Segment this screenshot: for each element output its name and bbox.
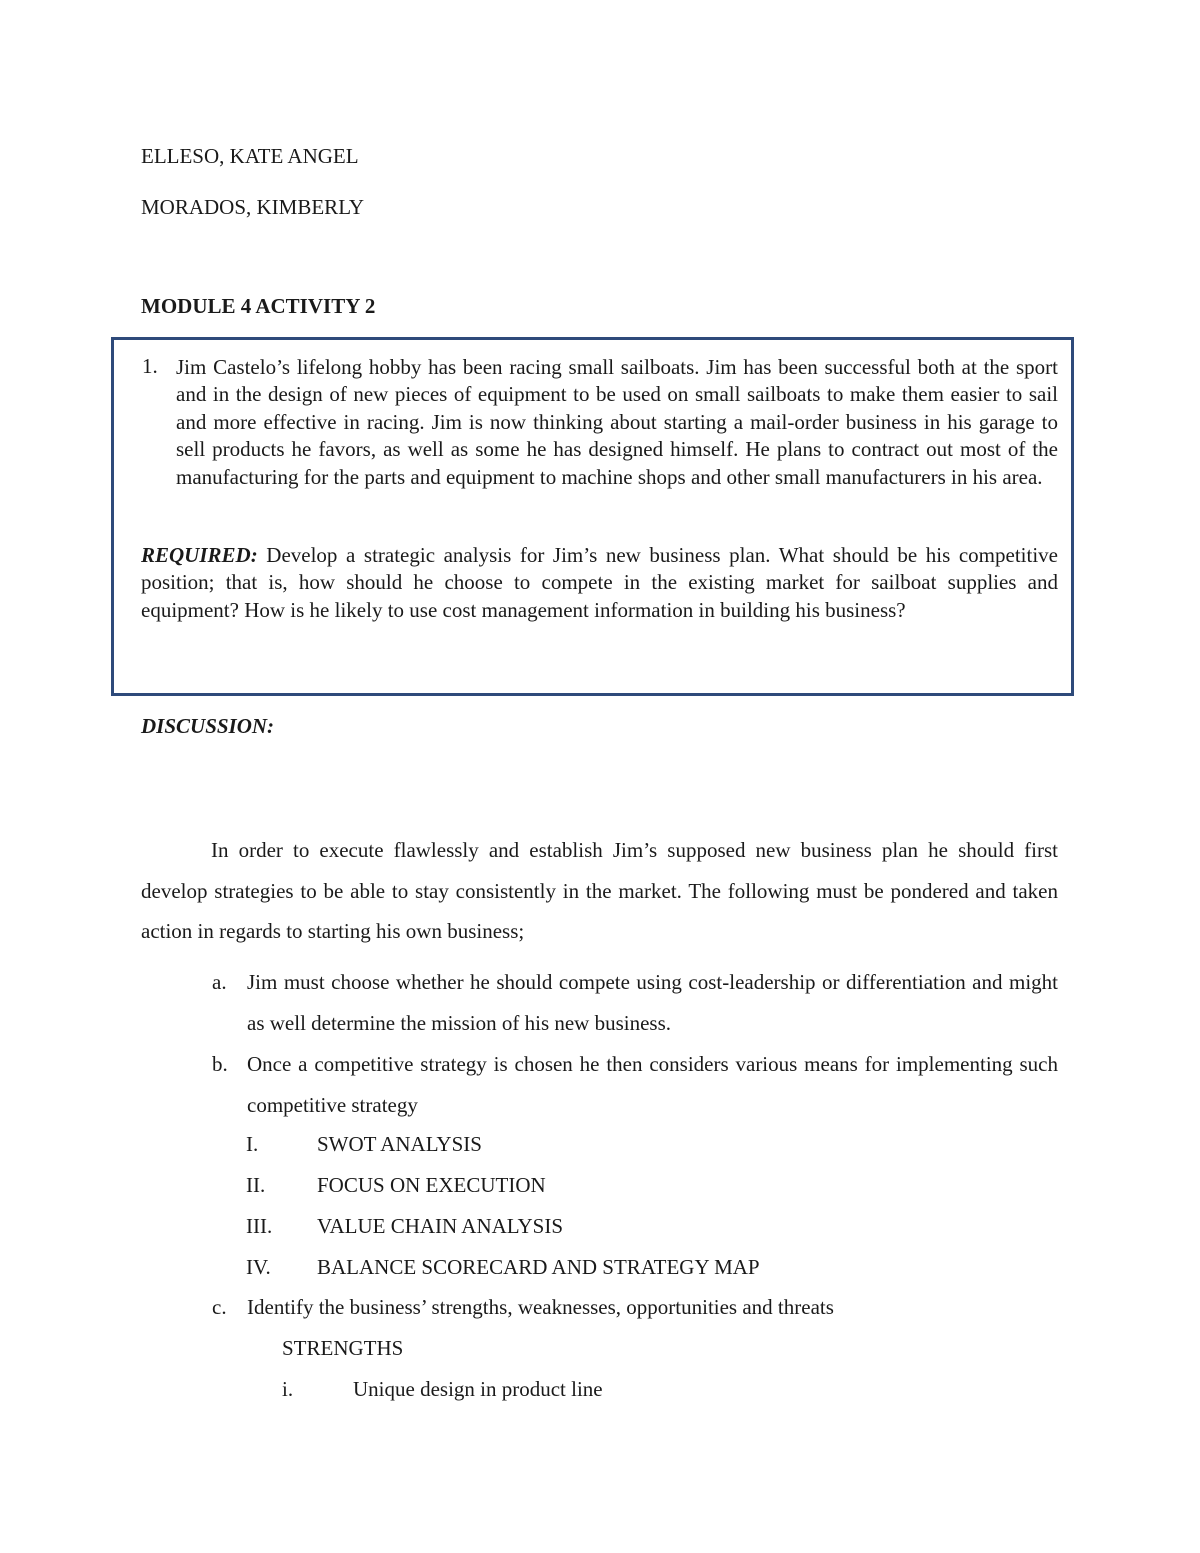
strength-number: i. xyxy=(282,1377,294,1401)
means-number: IV. xyxy=(246,1255,271,1279)
discussion-heading: DISCUSSION: xyxy=(141,714,275,738)
list-item-text: Once a competitive strategy is chosen he then considers various means for implementing such competitive strategy xyxy=(247,1052,1058,1117)
means-number: I. xyxy=(246,1132,259,1156)
means-number: II. xyxy=(246,1173,266,1197)
list-item-text: Identify the business’ strengths, weaknesses, opportunities and threats xyxy=(247,1295,834,1319)
means-text: BALANCE SCORECARD AND STRATEGY MAP xyxy=(317,1255,760,1279)
strength-text: Unique design in product line xyxy=(353,1377,603,1401)
means-text: SWOT ANALYSIS xyxy=(317,1132,482,1156)
list-item-text: Jim must choose whether he should compete using cost-leadership or differentiation and might as well determine the mission of his new business. xyxy=(247,970,1058,1035)
required-text: Develop a strategic analysis for Jim’s new business plan. What should be his competitive position; that is, how should he choose to compete in the existing market for sailboat supplies and equipment? How is he likely to use cost management information in building his business? xyxy=(141,543,1058,622)
list-item-letter: c. xyxy=(212,1295,227,1319)
means-number: III. xyxy=(246,1214,273,1238)
means-text: FOCUS ON EXECUTION xyxy=(317,1173,546,1197)
strengths-heading: STRENGTHS xyxy=(282,1336,404,1360)
list-item-letter: b. xyxy=(212,1052,228,1076)
question-number: 1. xyxy=(142,354,158,378)
question-text: Jim Castelo’s lifelong hobby has been racing small sailboats. Jim has been successful both at the sport and in the design of new pieces of equipment to be used on small sailboats to make them easier to sail and more effective in racing. Jim is now thinking about starting a mail-order business in his garage to sell products he favors, as well as some he has designed himself. He plans to contract out most of the manufacturing for the parts and equipment to machine shops and other small manufacturers in his area. xyxy=(176,355,1058,489)
module-title: MODULE 4 ACTIVITY 2 xyxy=(141,294,376,318)
required-paragraph xyxy=(141,542,1058,624)
list-item-letter: a. xyxy=(212,970,227,994)
discussion-intro: In order to execute flawlessly and establish Jim’s supposed new business plan he should first develop strategies to be able to stay consistently in the market. The following must be pondered and taken action in regards to starting his own business; xyxy=(141,838,1058,943)
author-name-2: MORADOS, KIMBERLY xyxy=(141,195,365,219)
required-label: REQUIRED: xyxy=(141,543,258,567)
author-name-1: ELLESO, KATE ANGEL xyxy=(141,144,359,168)
means-text: VALUE CHAIN ANALYSIS xyxy=(317,1214,564,1238)
